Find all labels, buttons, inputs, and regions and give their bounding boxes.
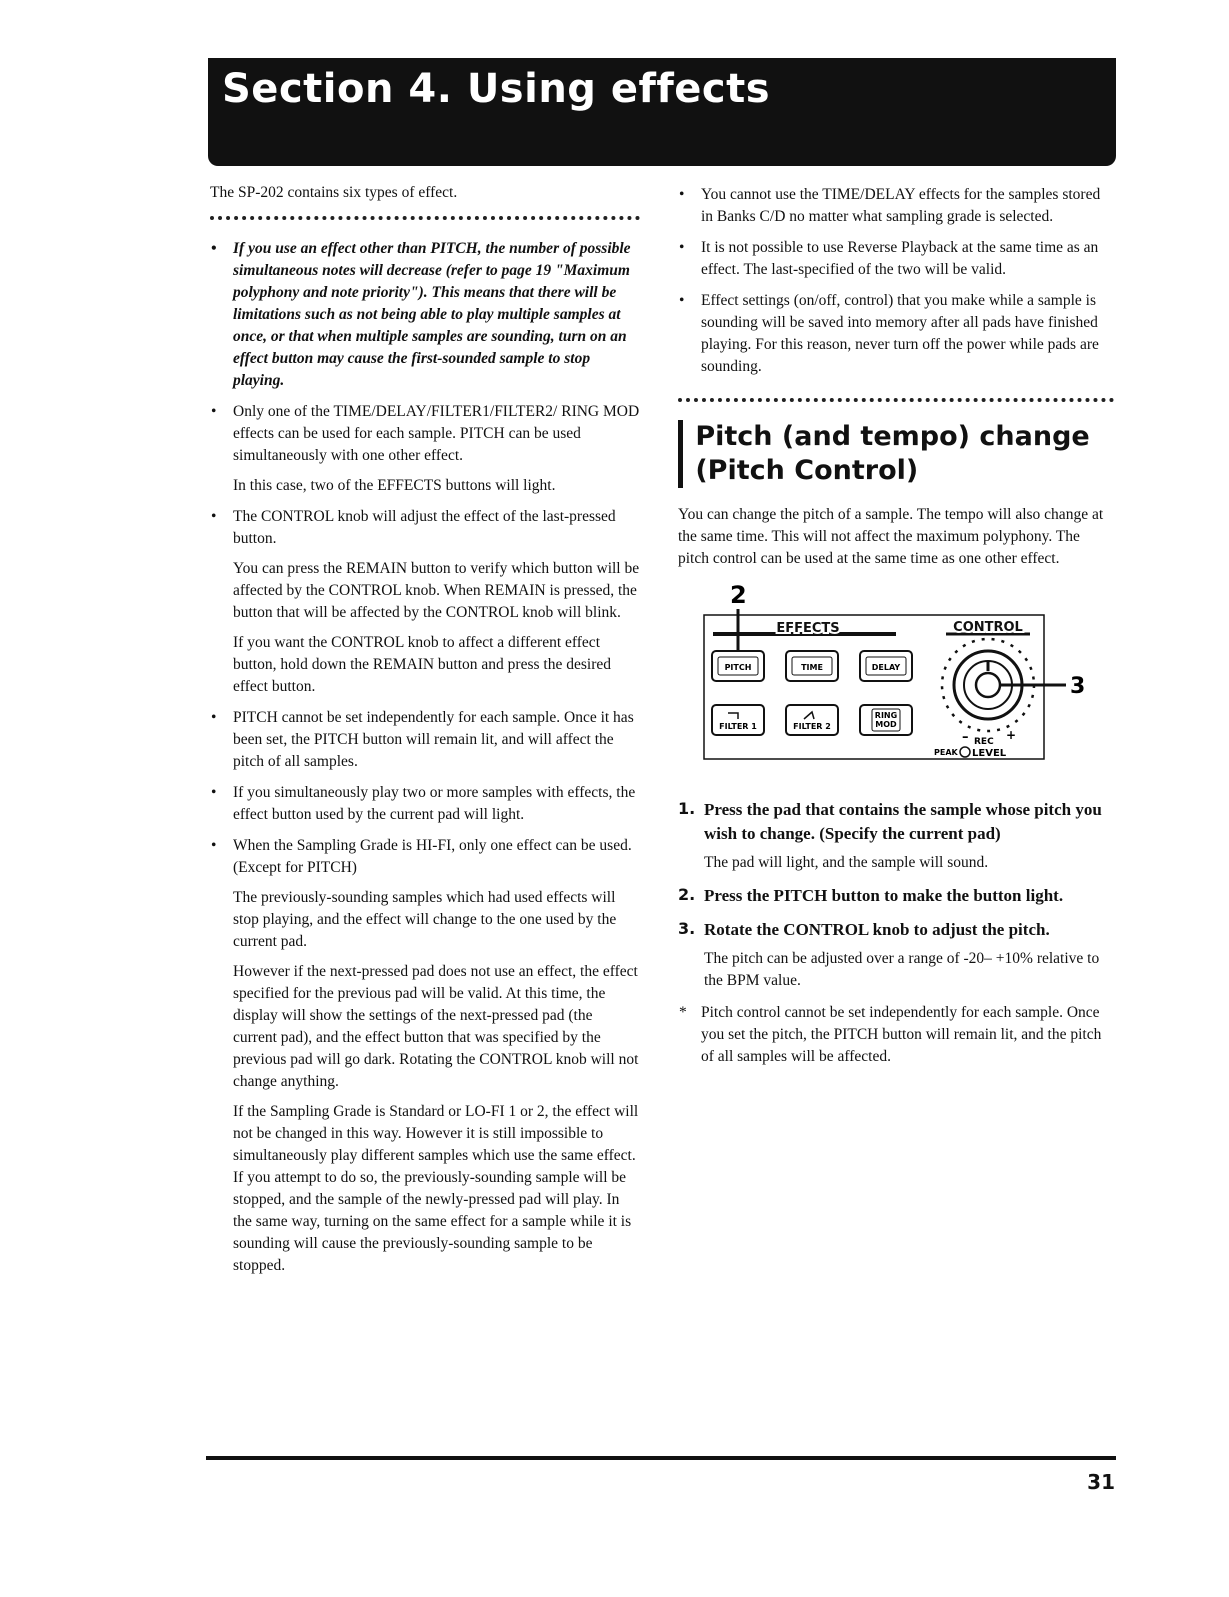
left-column: [210, 182, 640, 1286]
warning-item: [210, 238, 640, 392]
steps-list: [678, 798, 1114, 992]
peak-led-icon: [960, 747, 970, 757]
filter2-button-label: FILTER 2: [793, 722, 831, 731]
right-column: [678, 184, 1114, 1077]
subsection-title: Pitch (and tempo) change (Pitch Control): [695, 421, 1090, 486]
list-item: [210, 506, 640, 698]
warning-text: • If you use an effect other than PITCH, the number of possible simultaneous notes will decrease (refer to page 19 "Maximum polyphony and note priority"). This means that there will be limitations such as not being able to play multiple samples at once, or that when multiple samples are sounding, turn on an effect button may cause the first-sounded sample to stop playing.: [233, 240, 631, 389]
subsection-heading: [678, 420, 1114, 488]
dotted-divider: [678, 398, 1114, 402]
step-title: Press the pad that contains the sample whose pitch you wish to change. (Specify the current pad): [704, 800, 1102, 843]
peak-label: PEAK: [934, 748, 958, 757]
note-text: • When the Sampling Grade is HI-FI, only one effect can be used.(Except for PITCH): [233, 837, 632, 876]
note-text: • PITCH cannot be set independently for each sample. Once it has been set, the PITCH button will remain lit, and will affect the pitch of all samples.: [233, 709, 634, 770]
dotted-divider: [210, 216, 640, 220]
subsection-intro: You can change the pitch of a sample. The tempo will also change at the same time. This will not affect the maximum polyphony. The pitch control can be used at the same time as one other effect.: [678, 506, 1104, 567]
list-item: [210, 707, 640, 773]
time-button-label: TIME: [801, 663, 823, 672]
level-minus: –: [962, 730, 969, 745]
filter1-button-label: FILTER 1: [719, 722, 757, 731]
step-title: Press the PITCH button to make the button light.: [704, 886, 1064, 905]
step-number: 2.: [678, 885, 696, 904]
note-text: * Pitch control cannot be set independently for each sample. Once you set the pitch, the PITCH button will remain lit, and the pitch of all samples will be affected.: [701, 1004, 1102, 1065]
pitch-button-label: PITCH: [724, 663, 752, 672]
list-item: [210, 835, 640, 1277]
intro-text: The SP-202 contains six types of effect.: [210, 184, 458, 201]
section-banner: [208, 58, 1116, 166]
list-item: [678, 290, 1114, 378]
ring-mod-label-top: RING: [874, 711, 898, 720]
step-desc: The pitch can be adjusted over a range of -20– +10% relative to the BPM value.: [704, 950, 1100, 989]
rec-label: REC: [974, 737, 994, 747]
step-2: [678, 884, 1114, 908]
effects-panel-figure: [678, 579, 1114, 784]
note-text: You can press the REMAIN button to verify which button will be affected by the CONTROL knob. When REMAIN is pressed, the button that will be affected by the CONTROL knob will blink.: [233, 560, 640, 621]
effects-label: EFFECTS: [776, 621, 840, 636]
step-title: Rotate the CONTROL knob to adjust the pitch.: [704, 920, 1050, 939]
restriction-list: [678, 184, 1114, 378]
note-text: • It is not possible to use Reverse Playback at the same time as an effect. The last-specified of the two will be valid.: [701, 239, 1099, 278]
step-1: [678, 798, 1114, 874]
callout-3: 3: [1070, 674, 1086, 699]
ring-mod-label-bottom: MOD: [875, 720, 897, 729]
step-number: 3.: [678, 919, 696, 938]
level-label: LEVEL: [972, 748, 1007, 759]
note-text: If the Sampling Grade is Standard or LO-FI 1 or 2, the effect will not be changed in this way. However it is still impossible to simultaneously play different samples which use the same effect. If you attempt to do so, the previously-sounding sample will be stopped, and the sample of the newly-pressed pad will play. In the same way, turning on the same effect for a sample while it is sounding will cause the previously-sounding sample to be stopped.: [233, 1103, 639, 1274]
callout-2: 2: [730, 581, 747, 609]
note-text: • If you simultaneously play two or more samples with effects, the effect button used by the current pad will light.: [233, 784, 636, 823]
note-text: The previously-sounding samples which had used effects will stop playing, and the effect will change to the one used by the current pad.: [233, 889, 617, 950]
section-title: Section 4. Using effects: [222, 66, 771, 112]
step-number: 1.: [678, 799, 696, 818]
list-item: [678, 237, 1114, 281]
note-text: • You cannot use the TIME/DELAY effects for the samples stored in Banks C/D no matter what sampling grade is selected.: [701, 186, 1101, 225]
note-text: However if the next-pressed pad does not use an effect, the effect specified for the previous pad will be valid. At this time, the display will show the settings of the next-pressed pad (the current pad), and the effect button that was specified by the previous pad will go dark. Rotating the CONTROL knob will not change anything.: [233, 963, 639, 1090]
note-text: In this case, two of the EFFECTS buttons will light.: [233, 477, 556, 494]
list-item: [678, 184, 1114, 228]
footer-rule: [206, 1456, 1116, 1460]
step-desc: The pad will light, and the sample will sound.: [704, 854, 989, 871]
effect-notes-list: [210, 238, 640, 1277]
note-text: • The CONTROL knob will adjust the effect of the last-pressed button.: [233, 508, 616, 547]
list-item: [210, 782, 640, 826]
pitch-note: [678, 1002, 1114, 1068]
delay-button-label: DELAY: [871, 663, 901, 672]
heading-bar: [678, 420, 683, 488]
step-3: [678, 918, 1114, 992]
effects-panel-diagram: [678, 579, 1114, 784]
note-text: If you want the CONTROL knob to affect a different effect button, hold down the REMAIN button and press the desired effect button.: [233, 634, 611, 695]
note-text: • Effect settings (on/off, control) that you make while a sample is sounding will be saved into memory after all pads have finished playing. For this reason, never turn off the power while pads are sounding.: [701, 292, 1099, 375]
control-label: CONTROL: [953, 620, 1023, 635]
pitch-note-list: [678, 1002, 1114, 1068]
list-item: [210, 401, 640, 497]
level-plus: +: [1006, 728, 1017, 742]
page-number: 31: [1087, 1470, 1115, 1494]
note-text: • Only one of the TIME/DELAY/FILTER1/FILTER2/ RING MOD effects can be used for each sample. PITCH can be used simultaneously with one other effect.: [233, 403, 640, 464]
